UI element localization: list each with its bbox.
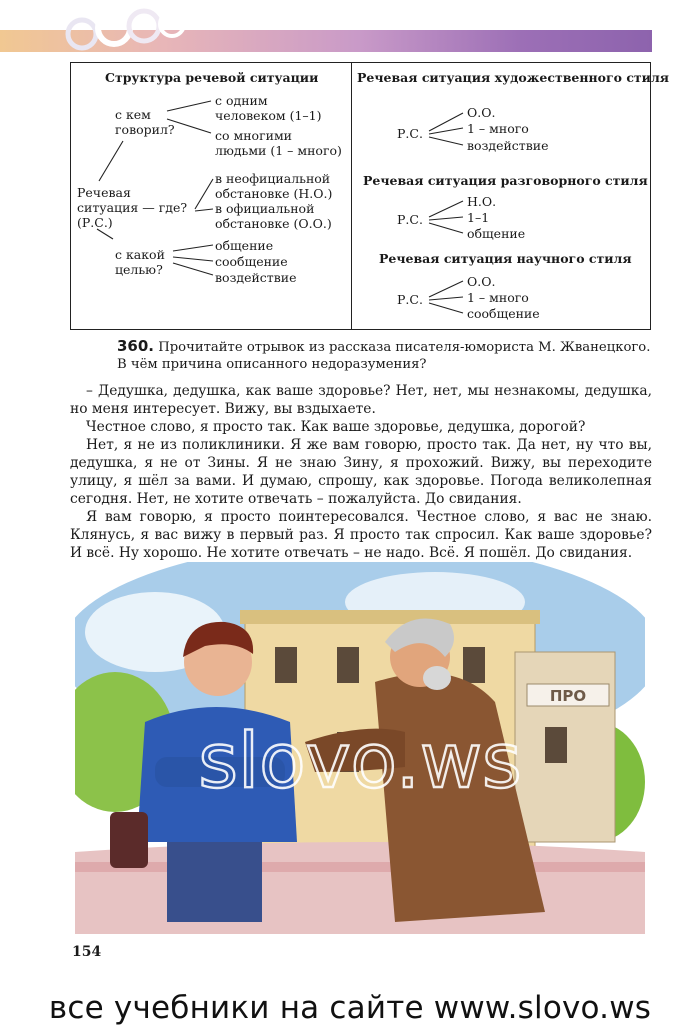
purpose-influence: воздействие [215,270,297,285]
who-question: с кем говорил? [115,107,175,137]
who-many-option: со многими людьми (1 – много) [215,128,342,158]
left-column-heading: Структура речевой ситуации [105,70,319,85]
scientific-style-heading: Речевая ситуация научного стиля [379,251,632,266]
page-number: 154 [72,944,102,960]
scientific-item-2: 1 – много [467,290,529,305]
building-sign: ПРО [549,687,587,705]
scientific-item-3: сообщение [467,306,540,321]
purpose-communication: общение [215,238,274,253]
story-paragraph: Я вам говорю, я просто поинтересовался. Честное слово, я вас не знаю. Клянусь, я вас вижу в первый раз. Я просто так спросил. Как ваше здоровье? И всё. Ну хорошо. Не хотите отвечать – не надо. Всё. Я пошёл. До свидания. [70,509,652,561]
speech-situation-root: Речевая ситуация — где? (Р.С.) [77,185,188,230]
story-paragraph: Нет, я не из поликлиники. Я же вам говорю, просто так. Да нет, ну что вы, дедушка, я не от Зины. Я не знаю Зину, я прохожий. Вижу, вы переходите улицу, я шёл за вами. И думаю, спрошу, как здоровье. Погода великолепная сегодня. Нет, не хотите отвечать – пожалуйста. До свидания. [70,437,652,507]
header-circles-decoration [62,6,192,56]
conversational-item-1: Н.О. [467,194,497,209]
purpose-question: с какой целью? [115,247,165,277]
story-illustration [75,562,645,934]
story-excerpt [70,382,652,562]
site-footer-banner: все учебники на сайте www.slovo.ws [48,990,652,1026]
artistic-item-3: воздействие [467,138,549,153]
purpose-message: сообщение [215,254,288,269]
conversational-item-2: 1–1 [467,210,490,225]
watermark-text: slovo.ws [198,716,522,805]
who-one-option: с одним человеком (1–1) [215,93,322,123]
conversational-root: Р.С. [397,212,423,227]
where-formal-option: в официальной обстановке (О.О.) [215,201,332,231]
story-paragraph: – Дедушка, дедушка, как ваше здоровье? Нет, нет, мы незнакомы, дедушка, но меня интересует. Вижу, вы вздыхаете. [70,383,652,417]
story-paragraph: Честное слово, я просто так. Как ваше здоровье, дедушка, дорогой? [86,419,586,435]
where-informal-option: в неофициальной обстановке (Н.О.) [215,171,333,201]
conversational-item-3: общение [467,226,526,241]
exercise-text: Прочитайте отрывок из рассказа писателя-юмориста М. Жванецкого. В чём причина описанного недоразумения? [117,340,651,372]
scientific-root: Р.С. [397,292,423,307]
artistic-style-heading: Речевая ситуация художественного стиля [357,70,669,85]
artistic-item-2: 1 – много [467,121,529,136]
conversational-style-heading: Речевая ситуация разговорного стиля [363,173,648,188]
artistic-root: Р.С. [397,126,423,141]
scientific-item-1: О.О. [467,274,496,289]
exercise-block [117,338,657,373]
artistic-item-1: О.О. [467,105,496,120]
exercise-number: 360. [117,337,155,355]
speech-situation-table [70,62,669,330]
